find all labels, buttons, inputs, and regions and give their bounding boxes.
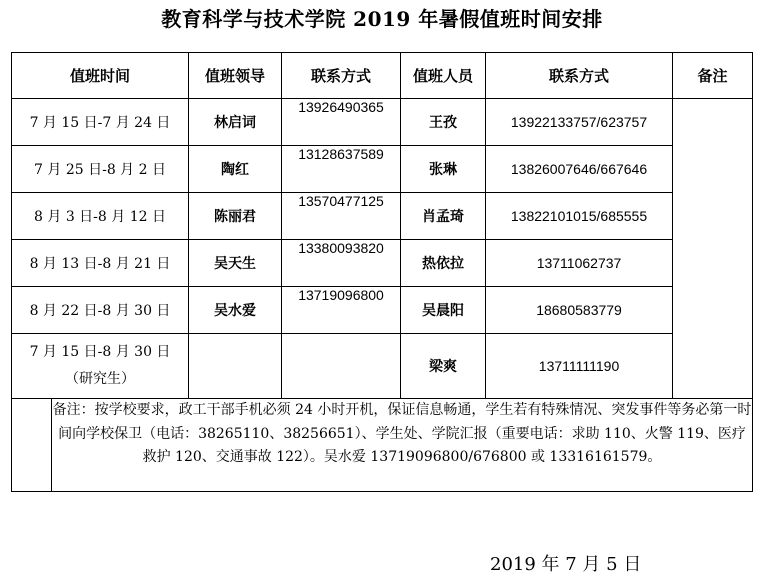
staff-name-cell: 梁爽	[401, 334, 486, 399]
note-gap-cell	[12, 399, 52, 492]
leader-phone-cell: 13719096800	[282, 287, 401, 334]
staff-name-cell: 张琳	[401, 146, 486, 193]
staff-name-cell: 吴晨阳	[401, 287, 486, 334]
staff-phone-cell: 13826007646/667646	[486, 146, 673, 193]
table-row	[12, 334, 753, 399]
leader-name-cell: 陶红	[189, 146, 282, 193]
staff-name-cell: 热依拉	[401, 240, 486, 287]
table-row	[12, 99, 753, 146]
header-staff-contact: 联系方式	[486, 53, 673, 99]
leader-phone-cell: 13380093820	[282, 240, 401, 287]
table-header-row	[12, 53, 753, 99]
duty-time-cell: 7 月 15 日-7 月 24 日	[12, 99, 189, 146]
leader-phone-cell	[282, 334, 401, 399]
note-row	[12, 399, 753, 492]
duty-time-cell: 8 月 22 日-8 月 30 日	[12, 287, 189, 334]
duty-time-cell: 8 月 13 日-8 月 21 日	[12, 240, 189, 287]
header-duty-time: 值班时间	[12, 53, 189, 99]
header-leader-contact: 联系方式	[282, 53, 401, 99]
staff-name-cell: 肖孟琦	[401, 193, 486, 240]
duty-time-range: 7 月 15 日-8 月 30 日	[29, 344, 171, 360]
leader-name-cell: 吴水爱	[189, 287, 282, 334]
duty-time-cell	[12, 334, 189, 399]
leader-phone-cell: 13128637589	[282, 146, 401, 193]
note-text: 备注：按学校要求，政工干部手机必须 24 小时开机，保证信息畅通，学生若有特殊情况、突发事件等务必第一时间向学校保卫（电话：38265110、38256651）、学生处、学院汇报（重要电话：求助 110、火警 119、医疗救护 120、交通事故 122）。吴水爱 13719096800/676800 或 13316161579。	[52, 399, 753, 492]
duty-schedule-table	[11, 52, 753, 492]
table-row	[12, 240, 753, 287]
leader-phone-cell: 13926490365	[282, 99, 401, 146]
staff-phone-cell: 18680583779	[486, 287, 673, 334]
document-date: 2019 年 7 月 5 日	[490, 554, 642, 575]
duty-time-cell: 7 月 25 日-8 月 2 日	[12, 146, 189, 193]
table-row	[12, 287, 753, 334]
remarks-cell	[673, 99, 753, 399]
leader-name-cell	[189, 334, 282, 399]
header-remarks: 备注	[673, 53, 753, 99]
staff-phone-cell: 13711062737	[486, 240, 673, 287]
leader-name-cell: 陈丽君	[189, 193, 282, 240]
header-duty-staff: 值班人员	[401, 53, 486, 99]
leader-name-cell: 吴天生	[189, 240, 282, 287]
staff-name-cell: 王孜	[401, 99, 486, 146]
staff-phone-cell: 13711111190	[486, 334, 673, 399]
header-duty-leader: 值班领导	[189, 53, 282, 99]
staff-phone-cell: 13822101015/685555	[486, 193, 673, 240]
document-title: 教育科学与技术学院 2019 年暑假值班时间安排	[161, 7, 603, 31]
leader-name-cell: 林启词	[189, 99, 282, 146]
table-row	[12, 146, 753, 193]
duty-time-cell: 8 月 3 日-8 月 12 日	[12, 193, 189, 240]
duty-time-note: （研究生）	[65, 371, 135, 387]
leader-phone-cell: 13570477125	[282, 193, 401, 240]
table-row	[12, 193, 753, 240]
staff-phone-cell: 13922133757/623757	[486, 99, 673, 146]
